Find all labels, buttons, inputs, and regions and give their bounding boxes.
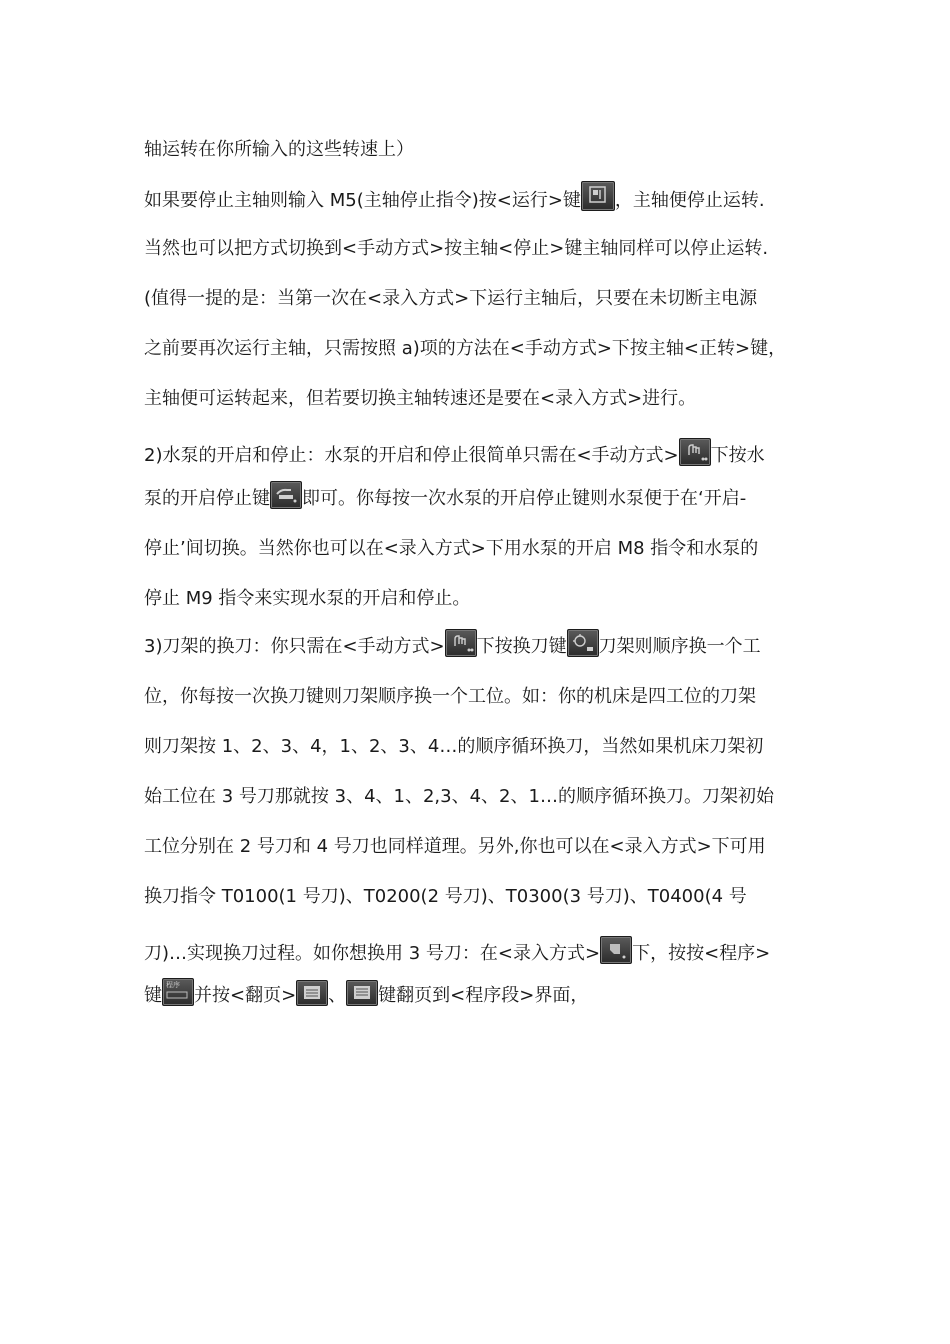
text-line-14: 始工位在 3 号刀那就按 3、4、1、2,3、4、2、1…的顺序循环换刀。刀架初始 xyxy=(144,786,774,807)
text-line-18: 键 程序 并按<翻页> 、 键翻页到<程序段>界面， xyxy=(144,978,824,1008)
text-line-6: 主轴便可运转起来，但若要切换主轴转速还是要在<录入方式>进行。 xyxy=(144,388,697,409)
text-line-10: 停止 M9 指令来实现水泵的开启和停止。 xyxy=(144,588,471,609)
tool-change-key-icon xyxy=(567,629,599,657)
text-line-11: 3)刀架的换刀：你只需在<手动方式> 下按换刀键 刀架则顺序换一个工 xyxy=(144,629,824,659)
page-down-key-icon xyxy=(346,980,378,1006)
text-line-13: 则刀架按 1、2、3、4，1、2、3、4…的顺序循环换刀，当然如果机床刀架初 xyxy=(144,736,764,757)
text-line-15: 工位分别在 2 号刀和 4 号刀也同样道理。另外,你也可以在<录入方式>下可用 xyxy=(144,836,766,857)
coolant-pump-key-icon xyxy=(270,481,302,509)
text-line-17: 刀)…实现换刀过程。如你想换用 3 号刀：在<录入方式> 下，按按<程序> xyxy=(144,936,824,966)
manual-mode-key-icon xyxy=(679,438,711,466)
text-line-4: (值得一提的是：当第一次在<录入方式>下运行主轴后，只要在未切断主电源 xyxy=(144,288,758,309)
text-line-7: 2)水泵的开启和停止：水泵的开启和停止很简单只需在<手动方式> 下按水 xyxy=(144,438,824,468)
text-line-9: 停止’间切换。当然你也可以在<录入方式>下用水泵的开启 M8 指令和水泵的 xyxy=(144,538,759,559)
mdi-mode-key-icon xyxy=(600,936,632,964)
page-up-key-icon xyxy=(296,980,328,1006)
text-line-3: 当然也可以把方式切换到<手动方式>按主轴<停止>键主轴同样可以停止运转. xyxy=(144,238,769,259)
text-line-1: 轴运转在你所输入的这些转速上） xyxy=(144,139,414,160)
manual-mode-key-icon xyxy=(445,629,477,657)
text-line-8: 泵的开启停止键 即可。你每按一次水泵的开启停止键则水泵便于在‘开启- xyxy=(144,481,824,511)
text-line-2: 如果要停止主轴则输入 M5(主轴停止指令)按<运行>键 ，主轴便停止运转. xyxy=(144,181,824,213)
text-line-16: 换刀指令 T0100(1 号刀)、T0200(2 号刀)、T0300(3 号刀)、T0400(4 号 xyxy=(144,886,747,907)
text-line-5: 之前要再次运行主轴，只需按照 a)项的方法在<手动方式>下按主轴<正转>键， xyxy=(144,338,787,359)
program-key-icon: 程序 xyxy=(162,978,194,1006)
run-key-icon xyxy=(581,181,615,211)
text-line-12: 位，你每按一次换刀键则刀架顺序换一个工位。如：你的机床是四工位的刀架 xyxy=(144,686,756,707)
